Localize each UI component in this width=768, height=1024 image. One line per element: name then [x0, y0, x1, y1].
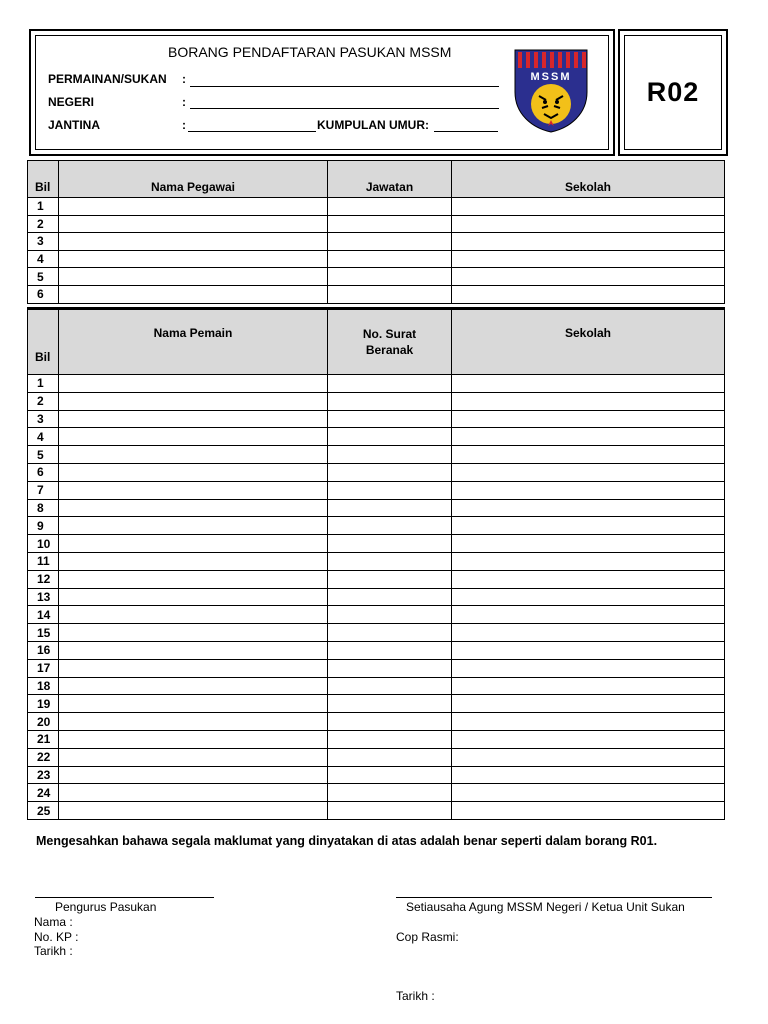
officials-cell-col3[interactable]	[328, 268, 452, 286]
players-cell-col3[interactable]	[328, 641, 452, 659]
players-row-number: 3	[28, 410, 59, 428]
officials-cell-school[interactable]	[452, 215, 725, 233]
officials-row-number: 6	[28, 285, 59, 303]
players-cell-school[interactable]	[452, 748, 725, 766]
players-row-number: 11	[28, 552, 59, 570]
players-row-number: 8	[28, 499, 59, 517]
players-row-number: 10	[28, 535, 59, 553]
manager-signature-line[interactable]	[35, 897, 214, 898]
players-cell-name[interactable]	[59, 375, 328, 393]
players-row-number: 1	[28, 375, 59, 393]
players-header-row	[28, 309, 725, 375]
players-row	[28, 784, 725, 802]
players-row-number: 21	[28, 730, 59, 748]
players-row	[28, 802, 725, 820]
players-row	[28, 535, 725, 553]
players-cell-col3[interactable]	[328, 499, 452, 517]
players-cell-name[interactable]	[59, 713, 328, 731]
players-row-number: 15	[28, 624, 59, 642]
players-row-number: 25	[28, 802, 59, 820]
form-title: BORANG PENDAFTARAN PASUKAN MSSM	[168, 44, 452, 60]
players-cell-col3[interactable]	[328, 446, 452, 464]
players-cell-name[interactable]	[59, 570, 328, 588]
players-header-name: Nama Pemain	[59, 309, 328, 375]
players-row	[28, 730, 725, 748]
players-cell-col3[interactable]	[328, 535, 452, 553]
officials-row-number: 1	[28, 198, 59, 216]
officials-header-row	[28, 161, 725, 198]
players-cell-school[interactable]	[452, 499, 725, 517]
officials-cell-name[interactable]	[59, 233, 328, 251]
manager-title: Pengurus Pasukan	[55, 900, 157, 914]
players-cell-school[interactable]	[452, 695, 725, 713]
manager-ic-label: No. KP :	[34, 930, 79, 944]
players-cell-name[interactable]	[59, 748, 328, 766]
players-cell-school[interactable]	[452, 517, 725, 535]
players-cell-name[interactable]	[59, 446, 328, 464]
players-row-number: 16	[28, 641, 59, 659]
players-cell-name[interactable]	[59, 481, 328, 499]
players-row	[28, 695, 725, 713]
players-cell-school[interactable]	[452, 570, 725, 588]
players-row-number: 23	[28, 766, 59, 784]
officials-cell-name[interactable]	[59, 250, 328, 268]
players-cell-name[interactable]	[59, 677, 328, 695]
sport-label: PERMAINAN/SUKAN	[48, 72, 167, 86]
players-row-number: 6	[28, 463, 59, 481]
state-input-line[interactable]	[190, 108, 499, 109]
officials-cell-col3[interactable]	[328, 285, 452, 303]
players-cell-name[interactable]	[59, 641, 328, 659]
players-row-number: 19	[28, 695, 59, 713]
players-row-number: 24	[28, 784, 59, 802]
form-code-box	[618, 29, 728, 156]
players-cell-name[interactable]	[59, 463, 328, 481]
sport-input-line[interactable]	[190, 86, 499, 87]
players-cell-name[interactable]	[59, 410, 328, 428]
state-label: NEGERI	[48, 95, 95, 109]
players-header-school: Sekolah	[452, 309, 725, 375]
players-cell-name[interactable]	[59, 784, 328, 802]
players-cell-col3[interactable]	[328, 784, 452, 802]
officials-cell-col3[interactable]	[328, 198, 452, 216]
players-row-number: 13	[28, 588, 59, 606]
officials-header-school: Sekolah	[452, 161, 725, 198]
players-row	[28, 570, 725, 588]
players-cell-name[interactable]	[59, 535, 328, 553]
officials-row	[28, 250, 725, 268]
players-row	[28, 481, 725, 499]
players-cell-col3[interactable]	[328, 802, 452, 820]
officials-cell-school[interactable]	[452, 233, 725, 251]
manager-date-label: Tarikh :	[34, 944, 73, 958]
players-cell-name[interactable]	[59, 695, 328, 713]
players-cell-col3[interactable]	[328, 730, 452, 748]
officials-row	[28, 285, 725, 303]
players-cell-school[interactable]	[452, 784, 725, 802]
players-cell-name[interactable]	[59, 606, 328, 624]
secretary-title: Setiausaha Agung MSSM Negeri / Ketua Unit Sukan	[406, 900, 685, 914]
players-cell-school[interactable]	[452, 677, 725, 695]
players-cell-col3[interactable]	[328, 570, 452, 588]
officials-cell-name[interactable]	[59, 268, 328, 286]
officials-row-number: 2	[28, 215, 59, 233]
players-cell-school[interactable]	[452, 428, 725, 446]
players-row	[28, 463, 725, 481]
players-cell-name[interactable]	[59, 499, 328, 517]
players-row-number: 5	[28, 446, 59, 464]
players-cell-school[interactable]	[452, 535, 725, 553]
players-header-bil: Bil	[28, 309, 59, 375]
officials-row	[28, 198, 725, 216]
players-row-number: 22	[28, 748, 59, 766]
players-cell-col3[interactable]	[328, 552, 452, 570]
players-row-number: 9	[28, 517, 59, 535]
players-cell-col3[interactable]	[328, 748, 452, 766]
players-row	[28, 588, 725, 606]
officials-header-bil: Bil	[28, 161, 59, 198]
age-group-label: KUMPULAN UMUR:	[317, 118, 429, 132]
players-row	[28, 446, 725, 464]
players-cell-school[interactable]	[452, 410, 725, 428]
players-cell-school[interactable]	[452, 552, 725, 570]
players-cell-school[interactable]	[452, 481, 725, 499]
players-cell-col3[interactable]	[328, 410, 452, 428]
players-row	[28, 606, 725, 624]
players-cell-name[interactable]	[59, 802, 328, 820]
players-cell-col3[interactable]	[328, 659, 452, 677]
players-cell-school[interactable]	[452, 606, 725, 624]
players-cell-col3[interactable]	[328, 766, 452, 784]
officials-cell-name[interactable]	[59, 198, 328, 216]
officials-cell-school[interactable]	[452, 250, 725, 268]
players-cell-school[interactable]	[452, 446, 725, 464]
players-row	[28, 375, 725, 393]
players-cell-col3[interactable]	[328, 713, 452, 731]
players-cell-col3[interactable]	[328, 695, 452, 713]
players-row	[28, 552, 725, 570]
players-cell-name[interactable]	[59, 659, 328, 677]
secretary-signature-line[interactable]	[396, 897, 712, 898]
players-cell-name[interactable]	[59, 428, 328, 446]
manager-name-label: Nama :	[34, 915, 73, 929]
players-cell-col3[interactable]	[328, 677, 452, 695]
gender-input-line[interactable]	[188, 131, 316, 132]
players-cell-col3[interactable]	[328, 606, 452, 624]
secretary-date-label: Tarikh :	[396, 989, 435, 1003]
mssm-logo	[512, 48, 590, 134]
players-cell-school[interactable]	[452, 392, 725, 410]
players-cell-col3[interactable]	[328, 481, 452, 499]
officials-row	[28, 215, 725, 233]
players-table	[27, 307, 725, 820]
players-cell-col3[interactable]	[328, 588, 452, 606]
players-cell-school[interactable]	[452, 659, 725, 677]
players-row-number: 18	[28, 677, 59, 695]
officials-cell-col3[interactable]	[328, 250, 452, 268]
sport-colon: :	[182, 72, 186, 86]
officials-cell-col3[interactable]	[328, 233, 452, 251]
players-cell-name[interactable]	[59, 730, 328, 748]
players-cell-col3[interactable]	[328, 463, 452, 481]
players-cell-col3[interactable]	[328, 375, 452, 393]
players-cell-school[interactable]	[452, 463, 725, 481]
gender-colon: :	[182, 118, 186, 132]
players-cell-col3[interactable]	[328, 624, 452, 642]
officials-row-number: 5	[28, 268, 59, 286]
players-row-number: 2	[28, 392, 59, 410]
officials-cell-name[interactable]	[59, 285, 328, 303]
age-group-input-line[interactable]	[434, 131, 498, 132]
players-row	[28, 624, 725, 642]
players-cell-school[interactable]	[452, 375, 725, 393]
players-cell-col3[interactable]	[328, 392, 452, 410]
players-row-number: 12	[28, 570, 59, 588]
players-cell-school[interactable]	[452, 802, 725, 820]
players-row	[28, 748, 725, 766]
players-header-birth-cert: No. Surat Beranak	[328, 309, 452, 375]
officials-header-position: Jawatan	[328, 161, 452, 198]
players-row	[28, 392, 725, 410]
players-cell-name[interactable]	[59, 392, 328, 410]
officials-cell-name[interactable]	[59, 215, 328, 233]
players-cell-school[interactable]	[452, 766, 725, 784]
players-row-number: 7	[28, 481, 59, 499]
players-cell-school[interactable]	[452, 730, 725, 748]
players-row	[28, 410, 725, 428]
officials-cell-school[interactable]	[452, 268, 725, 286]
players-cell-school[interactable]	[452, 641, 725, 659]
officials-header-name: Nama Pegawai	[59, 161, 328, 198]
officials-row	[28, 268, 725, 286]
officials-table	[27, 160, 725, 304]
players-cell-col3[interactable]	[328, 517, 452, 535]
players-row	[28, 659, 725, 677]
players-cell-school[interactable]	[452, 588, 725, 606]
players-cell-name[interactable]	[59, 766, 328, 784]
players-row	[28, 713, 725, 731]
players-cell-col3[interactable]	[328, 428, 452, 446]
official-stamp-label: Cop Rasmi:	[396, 930, 459, 944]
players-cell-name[interactable]	[59, 517, 328, 535]
players-cell-name[interactable]	[59, 588, 328, 606]
state-colon: :	[182, 95, 186, 109]
gender-label: JANTINA	[48, 118, 101, 132]
officials-cell-col3[interactable]	[328, 215, 452, 233]
officials-row	[28, 233, 725, 251]
players-row-number: 17	[28, 659, 59, 677]
officials-row-number: 3	[28, 233, 59, 251]
players-row	[28, 641, 725, 659]
players-cell-school[interactable]	[452, 713, 725, 731]
officials-cell-school[interactable]	[452, 285, 725, 303]
players-cell-name[interactable]	[59, 552, 328, 570]
form-code: R02	[624, 35, 722, 150]
players-row	[28, 517, 725, 535]
players-row	[28, 428, 725, 446]
officials-cell-school[interactable]	[452, 198, 725, 216]
players-row	[28, 499, 725, 517]
players-row-number: 20	[28, 713, 59, 731]
players-row	[28, 766, 725, 784]
officials-row-number: 4	[28, 250, 59, 268]
players-cell-school[interactable]	[452, 624, 725, 642]
players-row-number: 14	[28, 606, 59, 624]
players-row-number: 4	[28, 428, 59, 446]
declaration-text: Mengesahkan bahawa segala maklumat yang dinyatakan di atas adalah benar seperti dalam borang R01.	[36, 834, 658, 848]
players-cell-name[interactable]	[59, 624, 328, 642]
logo-text: MSSM	[530, 71, 572, 83]
players-row	[28, 677, 725, 695]
